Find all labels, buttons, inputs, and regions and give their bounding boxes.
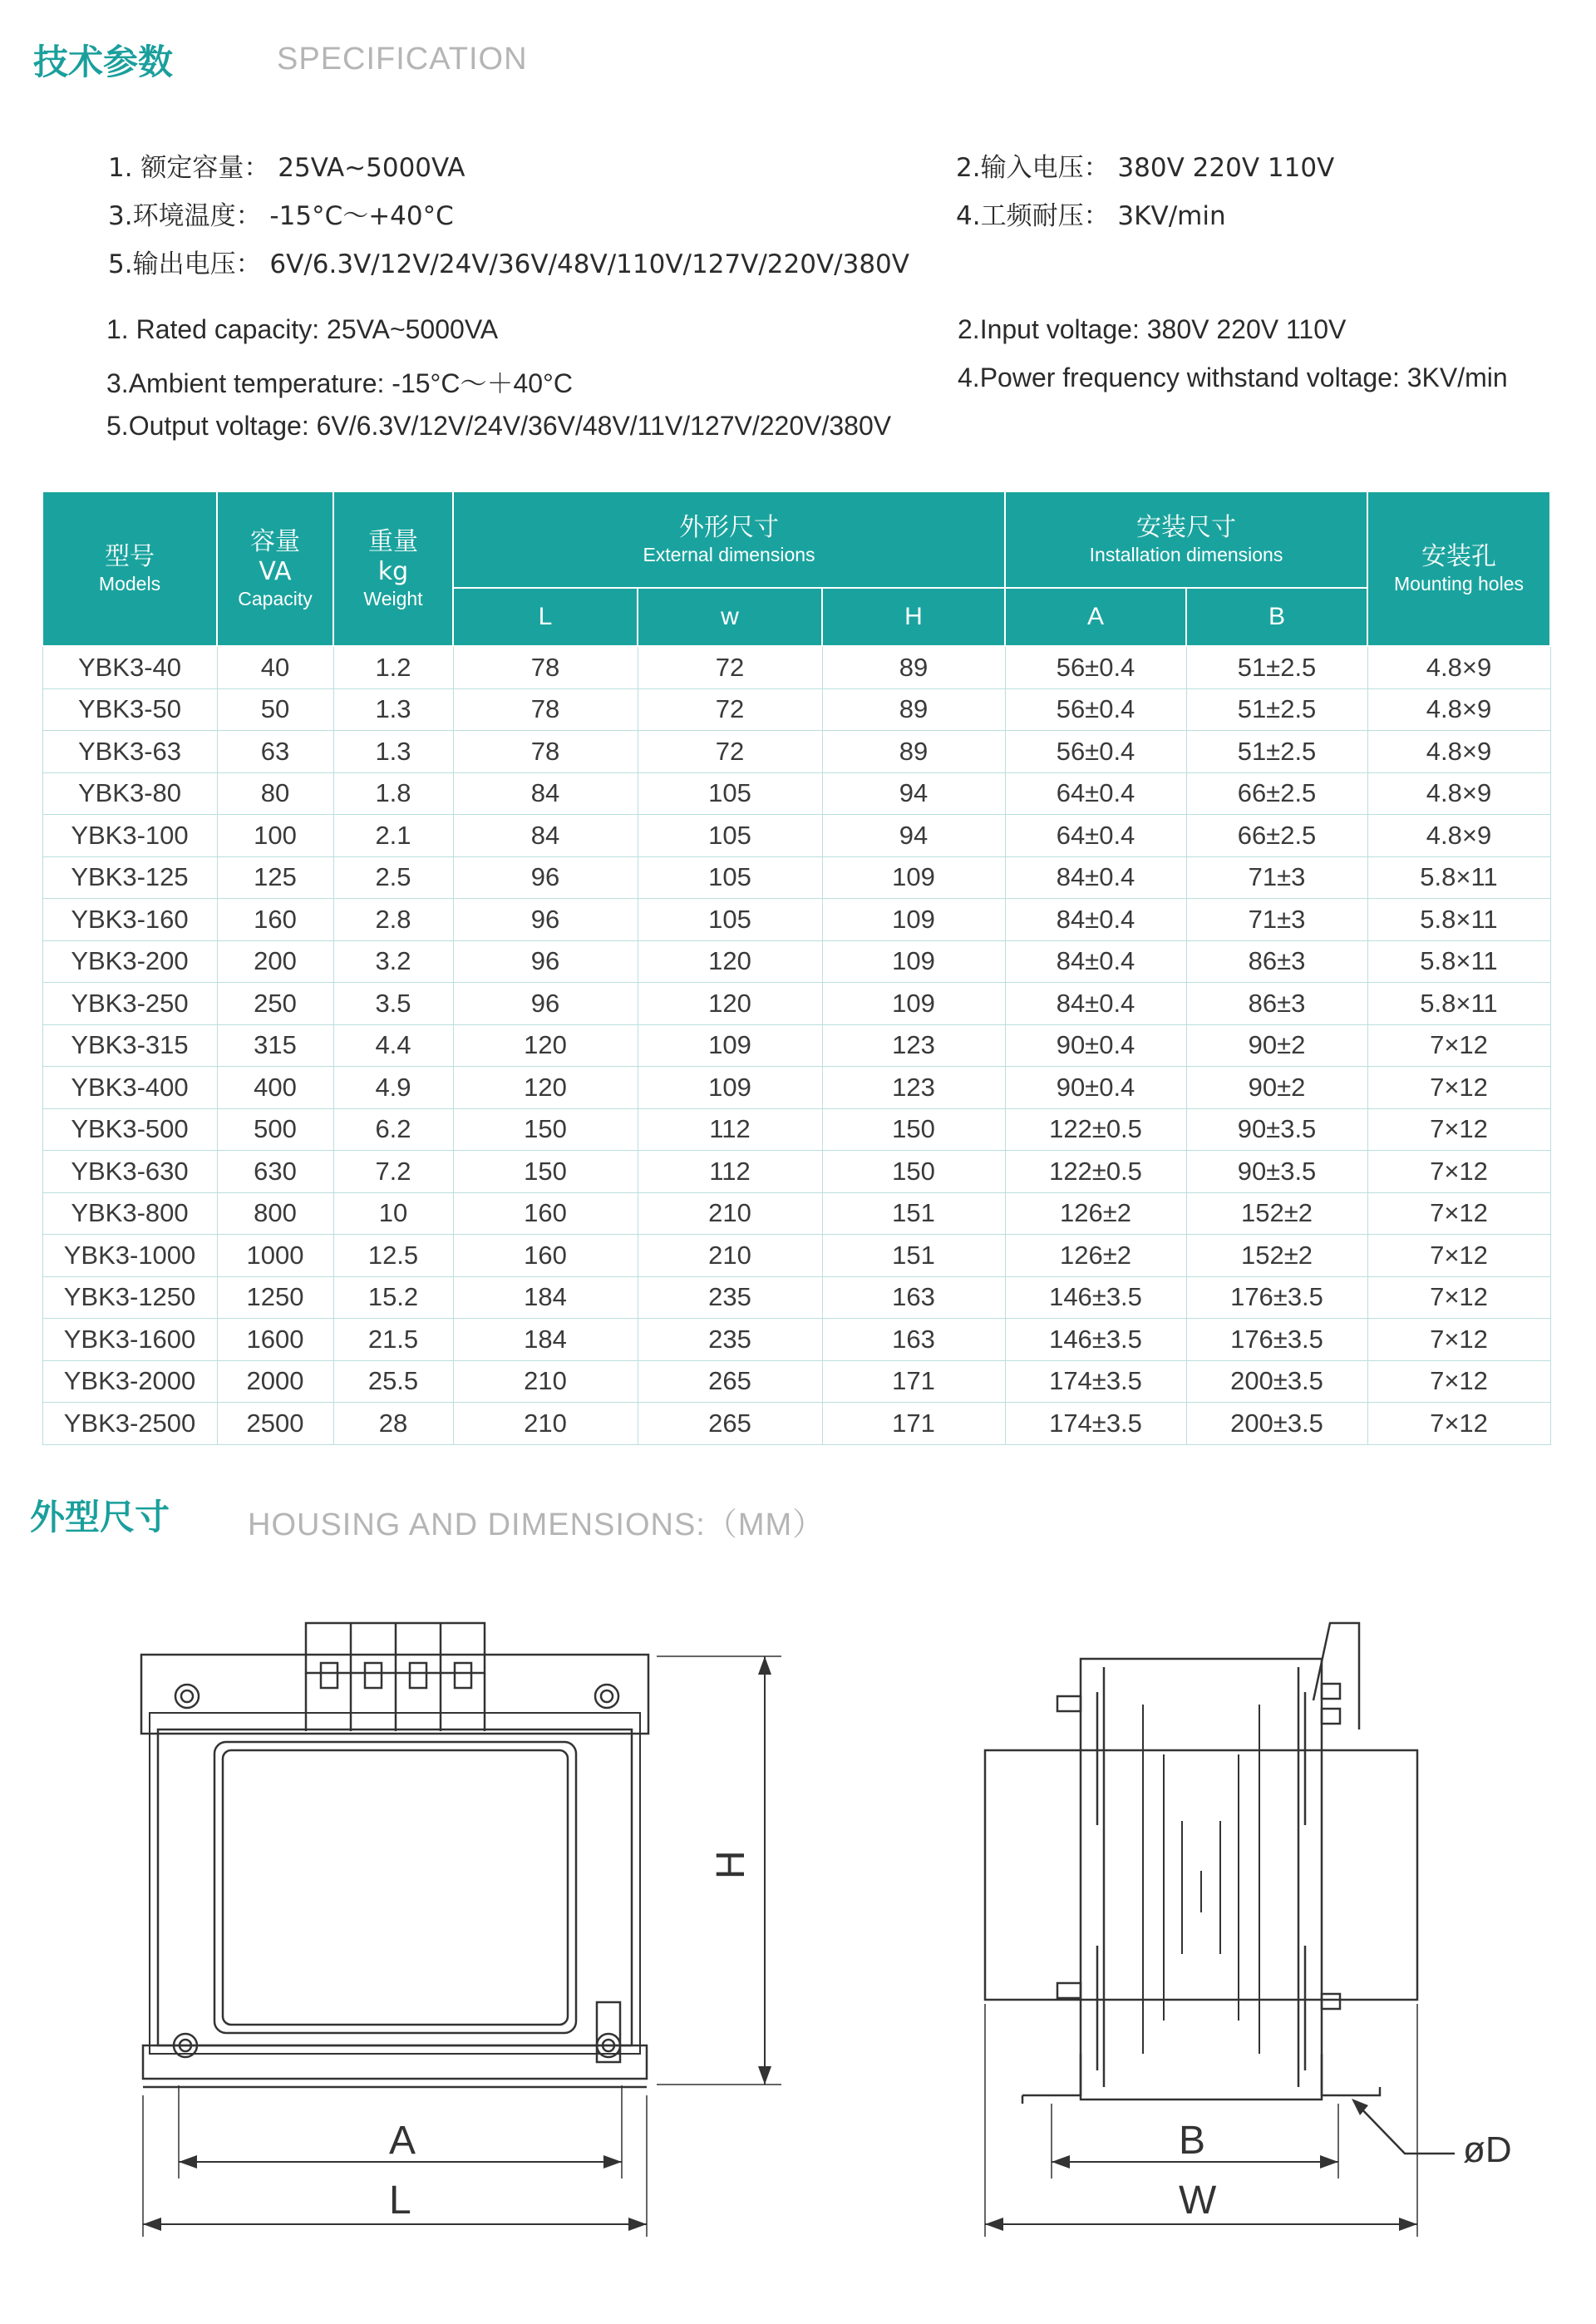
table-cell: 7×12 [1367, 1403, 1550, 1445]
table-cell: 66±2.5 [1186, 815, 1367, 857]
table-cell: 84±0.4 [1005, 899, 1186, 941]
table-cell: 171 [822, 1360, 1005, 1403]
table-cell: 25.5 [333, 1360, 453, 1403]
table-cell: 5.8×11 [1367, 899, 1550, 941]
table-cell: 4.9 [333, 1067, 453, 1109]
table-row [42, 731, 1550, 773]
table-cell: 800 [217, 1192, 333, 1235]
header-models-cn: 型号 [105, 542, 155, 571]
table-cell: 90±2 [1186, 1067, 1367, 1109]
table-cell: 7×12 [1367, 1108, 1550, 1151]
header-holes-en: Mounting holes [1394, 573, 1524, 595]
table-cell: 5.8×11 [1367, 856, 1550, 899]
header-L: L [453, 588, 638, 646]
table-cell: 84±0.4 [1005, 856, 1186, 899]
table-cell: 4.8×9 [1367, 772, 1550, 815]
table-cell: 90±0.4 [1005, 1067, 1186, 1109]
table-cell: 176±3.5 [1186, 1276, 1367, 1319]
table-cell: 89 [822, 731, 1005, 773]
label-A: A [389, 2119, 416, 2163]
table-cell: 96 [453, 940, 638, 983]
table-cell: 109 [822, 856, 1005, 899]
table-cell: 78 [453, 646, 638, 688]
table-cell: 90±3.5 [1186, 1108, 1367, 1151]
table-cell: YBK3-40 [42, 646, 217, 688]
table-cell: 51±2.5 [1186, 731, 1367, 773]
table-cell: YBK3-800 [42, 1192, 217, 1235]
table-cell: 21.5 [333, 1319, 453, 1361]
table-cell: 2500 [217, 1403, 333, 1445]
table-row [42, 688, 1550, 731]
table-cell: YBK3-160 [42, 899, 217, 941]
table-cell: 15.2 [333, 1276, 453, 1319]
table-cell: 184 [453, 1319, 638, 1361]
header-install-cn: 安装尺寸 [1136, 513, 1236, 542]
spec-en-5: 5.Output voltage: 6V/6.3V/12V/24V/36V/48V/11V/127V/220V/380V [106, 411, 892, 441]
spec-en-3: 3.Ambient temperature: -15°C～＋40°C [106, 368, 573, 398]
table-cell: 4.4 [333, 1024, 453, 1067]
spec-cn-3: 3.环境温度： -15°C～+40°C [108, 201, 454, 231]
table-cell: 200±3.5 [1186, 1403, 1367, 1445]
table-cell: 94 [822, 772, 1005, 815]
table-cell: 105 [638, 772, 822, 815]
spec-cn-5: 5.输出电压： 6V/6.3V/12V/24V/36V/48V/110V/127V/220V/380V [108, 249, 909, 279]
table-cell: 64±0.4 [1005, 815, 1186, 857]
table-cell: 105 [638, 856, 822, 899]
table-row [42, 1235, 1550, 1277]
table-row [42, 1319, 1550, 1361]
table-cell: 2.1 [333, 815, 453, 857]
table-cell: 7×12 [1367, 1024, 1550, 1067]
table-cell: 120 [453, 1067, 638, 1109]
table-cell: 112 [638, 1108, 822, 1151]
header-H: H [822, 588, 1005, 646]
label-L: L [389, 2178, 411, 2223]
table-cell: 146±3.5 [1005, 1319, 1186, 1361]
table-cell: 28 [333, 1403, 453, 1445]
table-cell: 112 [638, 1151, 822, 1193]
header-external-dimensions [453, 491, 1005, 588]
table-cell: 210 [638, 1235, 822, 1277]
table-cell: YBK3-630 [42, 1151, 217, 1193]
table-cell: 2000 [217, 1360, 333, 1403]
table-cell: YBK3-1000 [42, 1235, 217, 1277]
table-cell: 174±3.5 [1005, 1360, 1186, 1403]
table-cell: YBK3-2500 [42, 1403, 217, 1445]
table-body [42, 646, 1550, 1444]
table-row [42, 815, 1550, 857]
table-cell: 160 [217, 899, 333, 941]
spec-cn-2: 2.输入电压： 380V 220V 110V [956, 153, 1335, 183]
table-cell: 84±0.4 [1005, 983, 1186, 1025]
section-title-housing-cn: 外型尺寸 [30, 1497, 170, 1537]
table-cell: 71±3 [1186, 899, 1367, 941]
table-cell: 4.8×9 [1367, 731, 1550, 773]
table-cell: 150 [453, 1108, 638, 1151]
table-cell: 151 [822, 1235, 1005, 1277]
table-cell: 72 [638, 688, 822, 731]
table-cell: 56±0.4 [1005, 688, 1186, 731]
table-row [42, 1024, 1550, 1067]
table-cell: 1000 [217, 1235, 333, 1277]
table-row [42, 1192, 1550, 1235]
table-cell: 146±3.5 [1005, 1276, 1186, 1319]
table-cell: 150 [822, 1108, 1005, 1151]
table-cell: 84±0.4 [1005, 940, 1186, 983]
table-row [42, 940, 1550, 983]
table-cell: YBK3-125 [42, 856, 217, 899]
spec-en-4: 4.Power frequency withstand voltage: 3KV/min [958, 363, 1508, 392]
table-cell: 96 [453, 983, 638, 1025]
table-cell: 100 [217, 815, 333, 857]
table-cell: 163 [822, 1276, 1005, 1319]
table-cell: 84 [453, 815, 638, 857]
table-cell: 163 [822, 1319, 1005, 1361]
table-cell: 151 [822, 1192, 1005, 1235]
table-cell: 109 [638, 1067, 822, 1109]
label-H: H [709, 1850, 753, 1879]
table-cell: 64±0.4 [1005, 772, 1186, 815]
table-cell: 160 [453, 1235, 638, 1277]
header-capacity [217, 491, 333, 646]
table-cell: 51±2.5 [1186, 646, 1367, 688]
table-row [42, 899, 1550, 941]
table-cell: 171 [822, 1403, 1005, 1445]
table-cell: 89 [822, 688, 1005, 731]
table-cell: 7×12 [1367, 1276, 1550, 1319]
table-cell: 90±2 [1186, 1024, 1367, 1067]
table-cell: 265 [638, 1360, 822, 1403]
table-cell: 72 [638, 731, 822, 773]
table-cell: 63 [217, 731, 333, 773]
table-cell: 315 [217, 1024, 333, 1067]
spec-en-1: 1. Rated capacity: 25VA~5000VA [106, 314, 499, 344]
table-cell: 40 [217, 646, 333, 688]
table-row [42, 1403, 1550, 1445]
header-A: A [1005, 588, 1186, 646]
table-cell: 78 [453, 731, 638, 773]
spec-en-2: 2.Input voltage: 380V 220V 110V [958, 314, 1347, 344]
table-cell: 2.5 [333, 856, 453, 899]
table-cell: 1250 [217, 1276, 333, 1319]
header-weight-unit: kg [377, 557, 409, 586]
table-cell: 96 [453, 856, 638, 899]
table-row [42, 1276, 1550, 1319]
table-cell: 126±2 [1005, 1235, 1186, 1277]
table-cell: 109 [638, 1024, 822, 1067]
header-W: w [638, 588, 822, 646]
header-models-en: Models [98, 573, 161, 595]
spec-cn-1: 1. 额定容量： 25VA~5000VA [108, 153, 466, 183]
table-cell: 96 [453, 899, 638, 941]
table-row [42, 856, 1550, 899]
table-cell: 71±3 [1186, 856, 1367, 899]
table-row [42, 983, 1550, 1025]
table-cell: 5.8×11 [1367, 940, 1550, 983]
table-cell: 3.5 [333, 983, 453, 1025]
table-cell: 7×12 [1367, 1360, 1550, 1403]
table-cell: 86±3 [1186, 983, 1367, 1025]
table-cell: 152±2 [1186, 1235, 1367, 1277]
label-D: øD [1463, 2129, 1512, 2170]
table-cell: 235 [638, 1276, 822, 1319]
header-B: B [1186, 588, 1367, 646]
table-cell: 123 [822, 1024, 1005, 1067]
table-cell: 4.8×9 [1367, 815, 1550, 857]
table-cell: 72 [638, 646, 822, 688]
table-cell: 109 [822, 899, 1005, 941]
table-cell: 200±3.5 [1186, 1360, 1367, 1403]
table-cell: YBK3-2000 [42, 1360, 217, 1403]
header-capacity-cn: 容量 [250, 527, 300, 556]
table-cell: 7×12 [1367, 1192, 1550, 1235]
side-view-drawing [964, 1605, 1563, 2270]
table-cell: 1600 [217, 1319, 333, 1361]
section-title-specification-en: SPECIFICATION [277, 42, 528, 76]
table-cell: 630 [217, 1151, 333, 1193]
header-weight-cn: 重量 [368, 527, 418, 556]
table-cell: 5.8×11 [1367, 983, 1550, 1025]
table-cell: 210 [453, 1403, 638, 1445]
table-cell: YBK3-63 [42, 731, 217, 773]
header-external-en: External dimensions [643, 544, 815, 565]
table-cell: 84 [453, 772, 638, 815]
table-cell: 150 [822, 1151, 1005, 1193]
table-cell: 51±2.5 [1186, 688, 1367, 731]
table-cell: 210 [453, 1360, 638, 1403]
table-cell: 90±3.5 [1186, 1151, 1367, 1193]
table-cell: 7×12 [1367, 1235, 1550, 1277]
header-weight-en: Weight [363, 588, 423, 609]
table-cell: 176±3.5 [1186, 1319, 1367, 1361]
header-capacity-en: Capacity [238, 588, 313, 609]
table-cell: YBK3-100 [42, 815, 217, 857]
table-cell: 66±2.5 [1186, 772, 1367, 815]
specification-table [42, 491, 1551, 1445]
table-cell: 184 [453, 1276, 638, 1319]
table-cell: 7×12 [1367, 1067, 1550, 1109]
table-cell: YBK3-80 [42, 772, 217, 815]
section-title-specification-cn: 技术参数 [33, 42, 174, 82]
table-cell: 160 [453, 1192, 638, 1235]
header-holes-cn: 安装孔 [1421, 542, 1496, 571]
table-cell: 105 [638, 899, 822, 941]
table-cell: 150 [453, 1151, 638, 1193]
table-cell: 10 [333, 1192, 453, 1235]
table-row [42, 1151, 1550, 1193]
table-cell: YBK3-400 [42, 1067, 217, 1109]
table-cell: 1.3 [333, 731, 453, 773]
table-cell: 1.2 [333, 646, 453, 688]
table-cell: 1.8 [333, 772, 453, 815]
table-cell: YBK3-315 [42, 1024, 217, 1067]
table-cell: 125 [217, 856, 333, 899]
table-cell: YBK3-1250 [42, 1276, 217, 1319]
table-cell: 6.2 [333, 1108, 453, 1151]
header-installation-dimensions [1005, 491, 1367, 588]
table-cell: 109 [822, 983, 1005, 1025]
table-cell: 120 [638, 983, 822, 1025]
table-cell: 80 [217, 772, 333, 815]
spec-cn-4: 4.工频耐压： 3KV/min [956, 201, 1226, 231]
table-row [42, 646, 1550, 688]
table-cell: YBK3-500 [42, 1108, 217, 1151]
header-mounting-holes [1367, 491, 1550, 646]
table-cell: 50 [217, 688, 333, 731]
table-cell: 86±3 [1186, 940, 1367, 983]
table-cell: 105 [638, 815, 822, 857]
table-cell: 235 [638, 1319, 822, 1361]
label-W: W [1179, 2178, 1217, 2223]
front-view-drawing [125, 1605, 806, 2270]
table-cell: 2.8 [333, 899, 453, 941]
table-cell: 400 [217, 1067, 333, 1109]
table-cell: YBK3-50 [42, 688, 217, 731]
table-cell: 265 [638, 1403, 822, 1445]
table-cell: 250 [217, 983, 333, 1025]
table-cell: 90±0.4 [1005, 1024, 1186, 1067]
table-cell: 56±0.4 [1005, 646, 1186, 688]
table-cell: YBK3-200 [42, 940, 217, 983]
table-cell: 4.8×9 [1367, 646, 1550, 688]
table-cell: YBK3-1600 [42, 1319, 217, 1361]
table-cell: YBK3-250 [42, 983, 217, 1025]
table-cell: 7×12 [1367, 1151, 1550, 1193]
header-external-cn: 外形尺寸 [679, 513, 779, 542]
table-cell: 89 [822, 646, 1005, 688]
header-install-en: Installation dimensions [1089, 544, 1283, 565]
table-cell: 78 [453, 688, 638, 731]
table-cell: 174±3.5 [1005, 1403, 1186, 1445]
table-cell: 1.3 [333, 688, 453, 731]
table-cell: 7×12 [1367, 1319, 1550, 1361]
table-row [42, 1108, 1550, 1151]
table-cell: 123 [822, 1067, 1005, 1109]
table-cell: 12.5 [333, 1235, 453, 1277]
table-cell: 500 [217, 1108, 333, 1151]
table-cell: 3.2 [333, 940, 453, 983]
table-row [42, 1067, 1550, 1109]
table-cell: 126±2 [1005, 1192, 1186, 1235]
table-cell: 4.8×9 [1367, 688, 1550, 731]
label-B: B [1179, 2119, 1206, 2163]
table-row [42, 1360, 1550, 1403]
table-cell: 200 [217, 940, 333, 983]
table-cell: 7.2 [333, 1151, 453, 1193]
table-cell: 152±2 [1186, 1192, 1367, 1235]
table-cell: 109 [822, 940, 1005, 983]
header-weight [333, 491, 453, 646]
table-cell: 56±0.4 [1005, 731, 1186, 773]
table-cell: 120 [453, 1024, 638, 1067]
table-cell: 210 [638, 1192, 822, 1235]
section-title-housing-en: HOUSING AND DIMENSIONS:（MM） [248, 1507, 825, 1542]
table-row [42, 772, 1550, 815]
table-cell: 122±0.5 [1005, 1151, 1186, 1193]
table-cell: 120 [638, 940, 822, 983]
table-cell: 94 [822, 815, 1005, 857]
header-capacity-unit: VA [259, 557, 292, 586]
header-models [42, 491, 217, 646]
table-cell: 122±0.5 [1005, 1108, 1186, 1151]
